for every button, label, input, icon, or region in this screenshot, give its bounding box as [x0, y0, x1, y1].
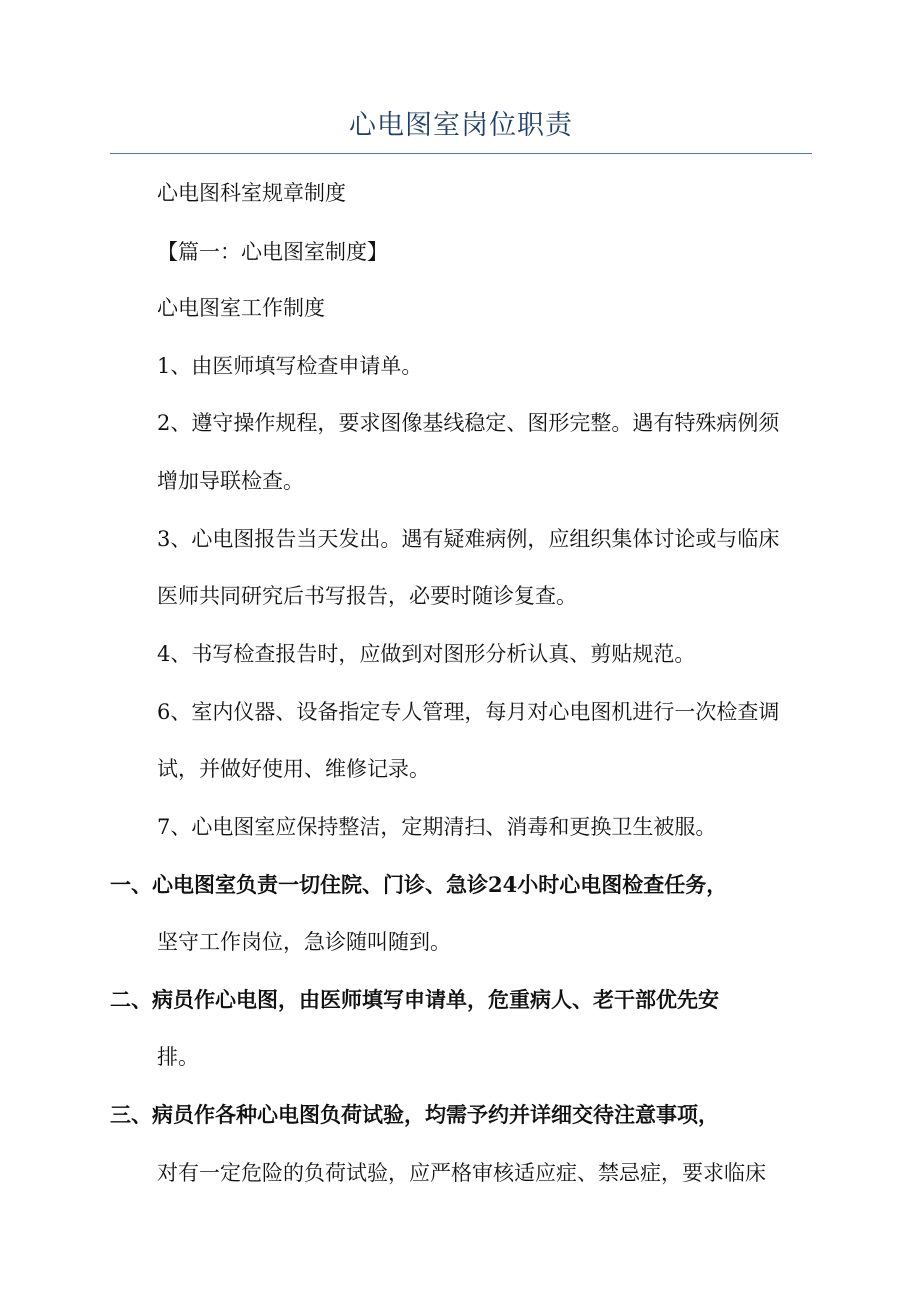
paragraph-line: 心电图室工作制度 [157, 296, 325, 320]
section-heading-line: 二、病员作心电图，由医师填写申请单，危重病人、老干部优先安 [110, 987, 719, 1012]
paragraph-line: 医师共同研究后书写报告，必要时随诊复查。 [157, 584, 577, 608]
paragraph-line: 对有一定危险的负荷试验，应严格审核适应症、禁忌症，要求临床 [157, 1161, 766, 1185]
section-heading-line: 三、病员作各种心电图负荷试验，均需予约并详细交待注意事项， [110, 1102, 719, 1127]
paragraph-line: 7、心电图室应保持整洁，定期清扫、消毒和更换卫生被服。 [157, 815, 717, 839]
paragraph-line: 6、室内仪器、设备指定专人管理，每月对心电图机进行一次检查调 [157, 700, 780, 724]
paragraph-line: 心电图科室规章制度 [157, 181, 346, 205]
paragraph-line: 4、书写检查报告时，应做到对图形分析认真、剪贴规范。 [157, 642, 696, 666]
paragraph-line: 增加导联检查。 [157, 469, 304, 493]
paragraph-line: 试，并做好使用、维修记录。 [157, 757, 430, 781]
paragraph-line: 2、遵守操作规程，要求图像基线稳定、图形完整。遇有特殊病例须 [157, 411, 780, 435]
paragraph-line: 【篇一：心电图室制度】 [157, 240, 388, 264]
section-heading-line: 一、心电图室负责一切住院、门诊、急诊24小时心电图检查任务， [110, 872, 728, 897]
paragraph-line: 3、心电图报告当天发出。遇有疑难病例，应组织集体讨论或与临床 [157, 527, 780, 551]
paragraph-line: 坚守工作岗位，急诊随叫随到。 [157, 930, 451, 954]
paragraph-line: 1、由医师填写检查申请单。 [157, 354, 423, 378]
paragraph-line: 排。 [157, 1045, 199, 1069]
document-title: 心电图室岗位职责 [349, 110, 573, 141]
title-divider [110, 153, 812, 154]
